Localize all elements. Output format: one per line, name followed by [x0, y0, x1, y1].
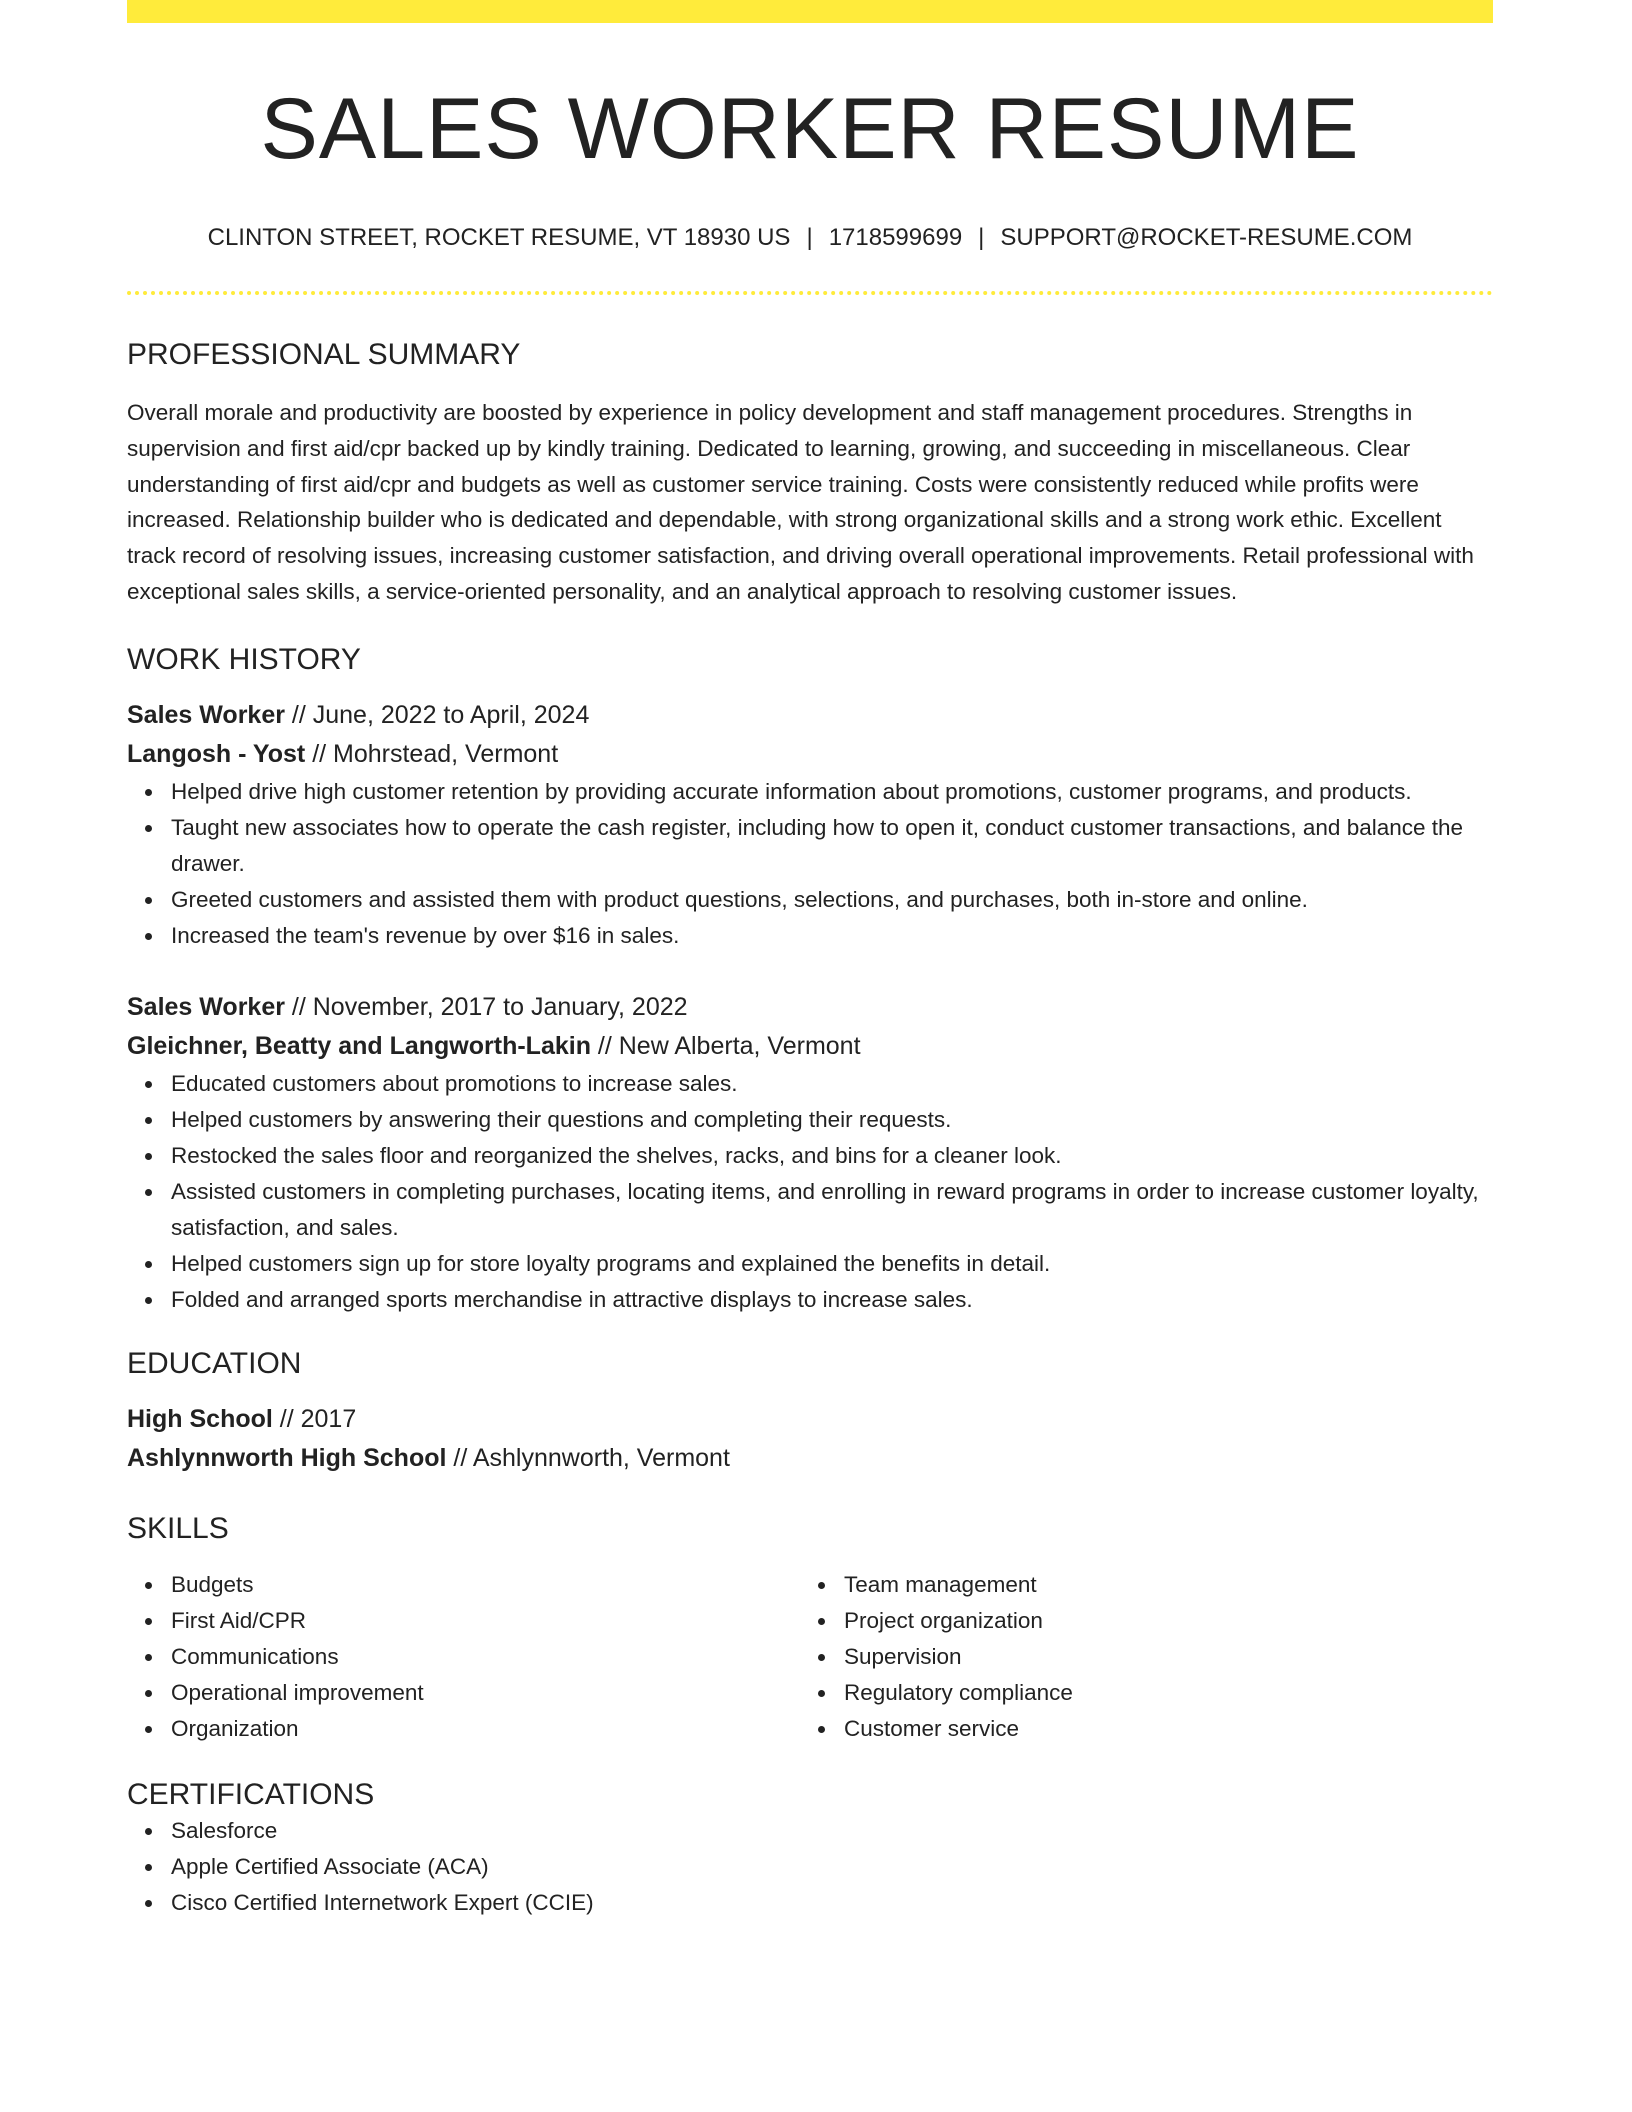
- list-item: Helped customers sign up for store loyalty programs and explained the benefits in detail.: [171, 1246, 1493, 1282]
- accent-bar: [127, 0, 1493, 23]
- list-item: Customer service: [844, 1711, 1473, 1747]
- job-company-line: [127, 735, 1493, 774]
- job-dates: // November, 2017 to January, 2022: [284, 992, 688, 1021]
- list-item: Operational improvement: [171, 1675, 800, 1711]
- education-heading: EDUCATION: [127, 1346, 302, 1380]
- summary-text: Overall morale and productivity are boosted by experience in policy development and staff management procedures. Strengths in supervision and first aid/cpr backed up by kindly training. Dedicated to learning, growing, and succeeding in miscellaneous. Clear understanding of first aid/cpr and budgets as well as customer service training. Costs were consistently reduced while profits were increased. Relationship builder who is dedicated and dependable, with strong organizational skills and a strong work ethic. Excellent track record of resolving issues, increasing customer satisfaction, and driving overall operational improvements. Retail professional with exceptional sales skills, a service-oriented personality, and an analytical approach to resolving customer issues.: [127, 400, 1474, 604]
- skills-column-right: [800, 1567, 1473, 1747]
- list-item: Taught new associates how to operate the cash register, including how to open it, conduct customer transactions, and balance the drawer.: [171, 810, 1493, 882]
- list-item: Team management: [844, 1567, 1473, 1603]
- list-item: Helped customers by answering their questions and completing their requests.: [171, 1102, 1493, 1138]
- skills-columns: [127, 1567, 1493, 1747]
- list-item: Helped drive high customer retention by providing accurate information about promotions, customer programs, and products.: [171, 774, 1493, 810]
- certifications-list: [127, 1813, 1493, 1921]
- list-item: Budgets: [171, 1567, 800, 1603]
- contact-separator: |: [806, 224, 813, 251]
- list-item: Cisco Certified Internetwork Expert (CCIE): [171, 1885, 1493, 1921]
- education-school: Ashlynnworth High School: [127, 1443, 447, 1472]
- resume-title: SALES WORKER RESUME: [260, 81, 1360, 177]
- list-item: Apple Certified Associate (ACA): [171, 1849, 1493, 1885]
- education-degree-line: [127, 1400, 1493, 1439]
- list-item: Increased the team's revenue by over $16 in sales.: [171, 918, 1493, 954]
- skills-list: [800, 1567, 1473, 1747]
- education-school-line: [127, 1439, 1493, 1478]
- job-title: Sales Worker: [127, 992, 285, 1021]
- skills-heading: SKILLS: [127, 1511, 229, 1545]
- list-item: Salesforce: [171, 1813, 1493, 1849]
- certifications-heading: CERTIFICATIONS: [127, 1777, 375, 1811]
- education-location: // Ashlynnworth, Vermont: [446, 1443, 730, 1472]
- job-company: Gleichner, Beatty and Langworth-Lakin: [127, 1031, 591, 1060]
- contact-phone: 1718599699: [828, 224, 963, 251]
- education-year: // 2017: [272, 1404, 357, 1433]
- contact-separator: |: [978, 224, 985, 251]
- job-bullets: [127, 1066, 1493, 1318]
- list-item: First Aid/CPR: [171, 1603, 800, 1639]
- contact-address: CLINTON STREET, ROCKET RESUME, VT 18930 US: [207, 224, 791, 251]
- skills-list: [127, 1567, 800, 1747]
- list-item: Assisted customers in completing purchases, locating items, and enrolling in reward programs in order to increase customer loyalty, satisfaction, and sales.: [171, 1174, 1493, 1246]
- list-item: Supervision: [844, 1639, 1473, 1675]
- skills-column-left: [127, 1567, 800, 1747]
- job-title: Sales Worker: [127, 700, 285, 729]
- summary-heading: PROFESSIONAL SUMMARY: [127, 338, 521, 371]
- job-dates: // June, 2022 to April, 2024: [284, 700, 590, 729]
- list-item: Greeted customers and assisted them with product questions, selections, and purchases, both in-store and online.: [171, 882, 1493, 918]
- job-location: // Mohrstead, Vermont: [305, 739, 559, 768]
- job-title-line: [127, 696, 1493, 735]
- dotted-divider: [127, 291, 1493, 295]
- list-item: Educated customers about promotions to increase sales.: [171, 1066, 1493, 1102]
- list-item: Restocked the sales floor and reorganized the shelves, racks, and bins for a cleaner look.: [171, 1138, 1493, 1174]
- education-degree: High School: [127, 1404, 273, 1433]
- list-item: Regulatory compliance: [844, 1675, 1473, 1711]
- job-company: Langosh - Yost: [127, 739, 306, 768]
- list-item: Communications: [171, 1639, 800, 1675]
- list-item: Project organization: [844, 1603, 1473, 1639]
- work-history-heading: WORK HISTORY: [127, 642, 361, 676]
- contact-email: SUPPORT@ROCKET-RESUME.COM: [1000, 224, 1413, 251]
- contact-line: [127, 223, 1493, 253]
- job-title-line: [127, 988, 1493, 1027]
- job-bullets: [127, 774, 1493, 954]
- job-location: // New Alberta, Vermont: [590, 1031, 861, 1060]
- job-company-line: [127, 1027, 1493, 1066]
- list-item: Folded and arranged sports merchandise in attractive displays to increase sales.: [171, 1282, 1493, 1318]
- list-item: Organization: [171, 1711, 800, 1747]
- resume-page: [127, 0, 1493, 1921]
